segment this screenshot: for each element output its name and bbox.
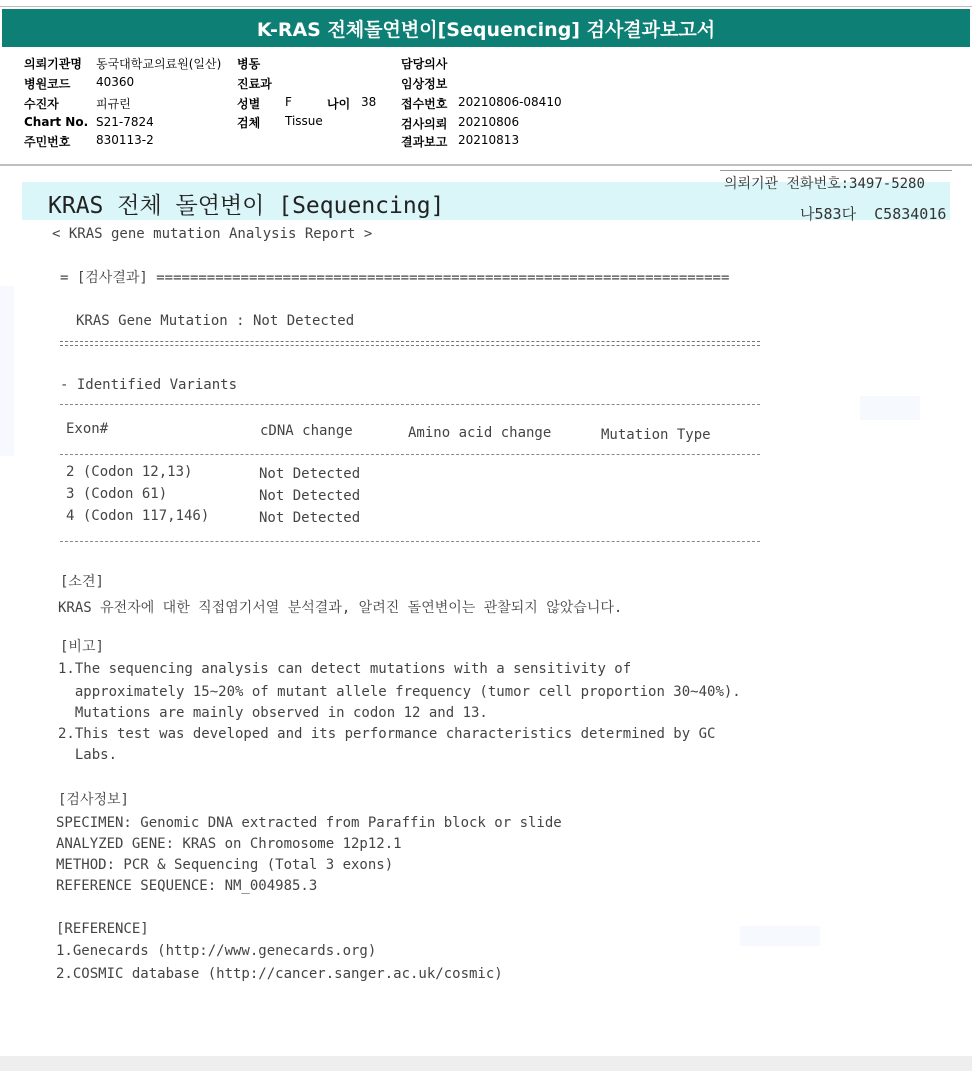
page-bottom-strip [0, 1056, 972, 1071]
variant-cdna: Not Detected [259, 466, 361, 482]
field-specimen [237, 114, 387, 130]
field-patient-name [24, 95, 224, 111]
report-heading: KRAS 전체 돌연변이 [Sequencing] [48, 193, 445, 219]
field-report-date [401, 133, 601, 149]
variants-heading: - Identified Variants [60, 377, 238, 393]
field-doctor [401, 55, 601, 71]
report-subtitle: < KRAS gene mutation Analysis Report > [52, 226, 373, 242]
field-label: 의뢰기관명 [24, 57, 82, 71]
top-border [0, 6, 972, 7]
reference-heading: [REFERENCE] [56, 921, 149, 937]
field-label: 담당의사 [401, 57, 448, 71]
field-value: Tissue [285, 114, 323, 128]
field-value: 피규린 [96, 97, 131, 111]
remark-line: 1.The sequencing analysis can detect mutations with a sensitivity of [58, 661, 632, 677]
remark-line: 2.This test was developed and its performance characteristics determined by GC [58, 726, 716, 742]
testinfo-line: SPECIMEN: Genomic DNA extracted from Paraffin block or slide [56, 815, 562, 831]
field-label: 검체 [237, 116, 261, 130]
variant-cdna: Not Detected [259, 488, 361, 504]
testinfo-line: METHOD: PCR & Sequencing (Total 3 exons) [56, 857, 394, 873]
scan-artifact [740, 926, 820, 946]
field-value: 동국대학교의료원(일산) [96, 57, 222, 71]
table-rule [60, 541, 760, 542]
opinion-text: KRAS 유전자에 대한 직접염기서열 분석결과, 알려진 돌연변이는 관찰되지 않았습니다. [58, 600, 623, 616]
column-header: Mutation Type [601, 427, 711, 443]
field-value: 20210813 [458, 133, 520, 147]
field-label: 진료과 [237, 77, 272, 91]
field-label: 성별 [237, 97, 261, 111]
field-label: 수진자 [24, 97, 59, 111]
field-clinical-info [401, 75, 601, 91]
field-department [237, 75, 387, 91]
reference-line: 1.Genecards (http://www.genecards.org) [56, 943, 377, 959]
field-label: 병원코드 [24, 77, 71, 91]
column-header: Exon# [66, 421, 109, 437]
institution-phone: 의뢰기관 전화번호:3497-5280 [724, 176, 925, 192]
variant-exon: 3 (Codon 61) [66, 486, 168, 502]
table-rule [60, 404, 760, 405]
remark-line: approximately 15~20% of mutant allele frequency (tumor cell proportion 30~40%). [58, 684, 741, 700]
field-value: F [285, 95, 292, 109]
field-value: 20210806 [458, 115, 520, 129]
field-request-date [401, 115, 601, 131]
field-ward [237, 55, 387, 71]
field-label: 검사의뢰 [401, 117, 448, 131]
scan-artifact [0, 286, 14, 456]
field-label: 나이 [327, 97, 351, 111]
variant-exon: 4 (Codon 117,146) [66, 508, 210, 524]
field-value: 20210806-08410 [458, 95, 562, 109]
remark-line: Mutations are mainly observed in codon 12 and 13. [58, 705, 488, 721]
field-sex-age [237, 95, 387, 111]
field-value: 40360 [96, 75, 135, 89]
opinion-heading: [소견] [60, 574, 104, 590]
field-label: 임상정보 [401, 77, 448, 91]
report-title-bar [2, 9, 970, 47]
testinfo-line: REFERENCE SEQUENCE: NM_004985.3 [56, 878, 318, 894]
column-header: cDNA change [260, 423, 353, 439]
field-label: 병동 [237, 57, 261, 71]
report-title: K-RAS 전체돌연변이[Sequencing] 검사결과보고서 [256, 18, 716, 41]
field-institution [24, 55, 234, 71]
field-id-number [24, 133, 224, 149]
field-value: 830113-2 [96, 133, 154, 147]
double-rule [60, 341, 760, 346]
field-label: 접수번호 [401, 97, 448, 111]
table-rule [60, 454, 760, 455]
scan-artifact [860, 396, 920, 420]
field-chart-no [24, 115, 224, 131]
testinfo-heading: [검사정보] [58, 792, 129, 808]
column-header: Amino acid change [408, 425, 552, 441]
field-label: 결과보고 [401, 135, 448, 149]
scanned-report [0, 166, 972, 1056]
result-heading: = [검사결과] ==================================================================== [60, 270, 730, 286]
testinfo-line: ANALYZED GENE: KRAS on Chromosome 12p12.1 [56, 836, 402, 852]
remarks-heading: [비고] [60, 639, 104, 655]
remark-line: Labs. [58, 747, 118, 763]
report-code: 나583다 C5834016 [800, 205, 947, 223]
field-label: 주민번호 [24, 135, 71, 149]
reference-line: 2.COSMIC database (http://cancer.sanger.ac.uk/cosmic) [56, 966, 503, 982]
field-label: Chart No. [24, 115, 89, 129]
field-hospital-code [24, 75, 224, 91]
mutation-result: KRAS Gene Mutation : Not Detected [76, 313, 355, 329]
phone-underline [720, 170, 952, 171]
field-value: 38 [361, 95, 377, 109]
field-value: S21-7824 [96, 115, 154, 129]
variant-cdna: Not Detected [259, 510, 361, 526]
variant-exon: 2 (Codon 12,13) [66, 464, 193, 480]
field-receipt-number [401, 95, 601, 111]
